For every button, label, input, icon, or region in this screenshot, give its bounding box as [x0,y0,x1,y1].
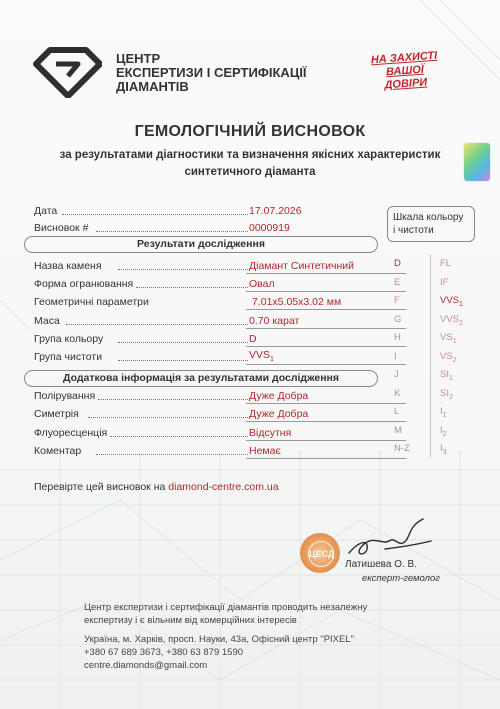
color-grade-value: D [249,333,257,345]
symmetry-value: Дуже Добра [249,408,309,420]
color-grade-row [34,331,384,347]
polish-row [34,388,384,404]
clarity-grade-value: $VVS_1$ [249,348,274,363]
value-underline [246,421,406,422]
footer-note: Центр експертизи і сертифікації діамантів проводить незалежну експертизу і є вільним від комерційних інтересів [84,602,368,626]
verification-text: Перевірте цей висновок на [34,481,166,493]
clarity-grade-row [34,349,384,365]
clarity-grade-cell: $SI_1$ [440,369,453,382]
dimensions-value: 7.01x5.05x3.02 мм [252,296,342,308]
clarity-grade-cell: $I_2$ [440,424,447,438]
conclusion-number-value: 0000919 [249,222,290,234]
dimensions-row [34,294,384,310]
value-underline [246,346,406,347]
polish-label: Полірування [34,390,96,402]
color-grade-cell: E [394,276,401,288]
leader-dots [62,214,248,215]
weight-value: 0.70 карат [249,315,300,327]
weight-row [34,313,384,329]
symmetry-label: Симетрія [34,408,79,420]
clarity-grade-cell: $VS_2$ [440,350,457,364]
polish-value: Дуже Добра [249,390,309,402]
clarity-grade-cell: $I_1$ [440,406,447,419]
scale-divider [430,254,431,458]
color-grade-cell: K [394,387,401,399]
cut-shape-value: Овал [249,278,275,290]
color-grade-cell: L [394,406,400,417]
signer-title: експерт-гемолог [362,573,440,584]
slogan: НА ЗАХИСТІ ВАШОЇ ДОВІРИ [370,49,438,92]
value-underline [246,291,406,292]
seal-stamp-text: ЦЕСД [308,541,334,567]
color-grade-cell: G [394,313,402,325]
hologram-sticker [464,143,490,181]
leader-dots [118,342,248,343]
seal-stamp [300,533,340,573]
document-title: ГЕМОЛОГІЧНИЙ ВИСНОВОК [134,123,366,140]
color-grade-cell: F [394,295,400,306]
weight-label: Маса [34,315,60,327]
color-grade-cell: N-Z [394,443,410,454]
leader-dots [96,231,248,232]
fluorescence-row [34,425,384,441]
verification-note [34,481,279,493]
fluorescence-label: Флуоресценція [34,427,108,439]
scale-header: Шкала кольору і чистоти [387,206,475,242]
section-additional-header: Додаткова інформація за результатами дослідження [24,370,378,387]
clarity-grade-cell: $I_3$ [440,443,447,456]
signer-name: Латишева О. В. [345,559,417,570]
stone-name-label: Назва каменя [34,260,102,272]
conclusion-number-row [34,220,384,236]
verification-url[interactable]: diamond-centre.com.ua [168,481,279,493]
symmetry-row [34,406,384,422]
clarity-grade-cell: FL [440,258,452,269]
value-underline [246,440,406,441]
leader-dots [118,269,248,270]
handwritten-signature [345,515,435,565]
section-results-header: Результати дослідження [24,236,378,253]
clarity-grade-cell: $SI_2$ [440,387,453,401]
color-grade-cell: M [394,424,402,436]
dimensions-label: Геометричні параметри [34,296,149,308]
color-grade-cell: D [394,258,401,269]
date-row [34,203,384,219]
footer-address: Україна, м. Харків, просп. Науки, 43а, Офісний центр "PIXEL" +380 67 689 3673, +380 63 879 1590 [84,634,355,658]
clarity-grade-cell: $VS_1$ [440,332,457,345]
color-grade-label: Група кольору [34,333,104,345]
fluorescence-value: Відсутня [249,427,292,439]
clarity-grade-label: Група чистоти [34,351,103,363]
clarity-grade-cell: $VVS_1$ [440,295,463,308]
value-underline [246,328,406,329]
clarity-grade-cell: IF [440,276,449,288]
comment-row [34,443,384,459]
comment-value: Немає [249,445,281,457]
cut-shape-label: Форма огранювання [34,278,134,290]
value-underline [246,458,406,459]
leader-dots [110,436,248,437]
color-grade-cell: J [394,369,399,380]
leader-dots [66,324,248,325]
leader-dots [98,399,248,400]
stone-name-value: Діамант Синтетичний [249,260,354,272]
stone-name-row [34,258,384,274]
organization-name: ЦЕНТР ЕКСПЕРТИЗИ І СЕРТИФІКАЦІЇ ДІАМАНТІВ [116,51,307,94]
leader-dots [118,360,248,361]
value-underline [246,403,406,404]
leader-dots [88,417,248,418]
comment-label: Коментар [34,445,82,457]
date-value: 17.07.2026 [249,205,302,217]
conclusion-number-label: Висновок # [34,222,89,234]
date-label: Дата [34,205,58,217]
cut-shape-row [34,276,384,292]
footer-email[interactable]: centre.diamonds@gmail.com [84,660,208,671]
document-subtitle: за результатами діагностики та визначення якісних характеристик синтетичного діаманта [59,149,441,178]
diamond-logo [30,46,102,98]
leader-dots [136,287,248,288]
leader-dots [96,454,248,455]
value-underline [246,309,406,310]
color-grade-cell: I [394,350,397,362]
color-grade-cell: H [394,332,401,343]
value-underline [246,273,406,274]
clarity-grade-cell: $VVS_2$ [440,313,463,327]
value-underline [246,364,406,365]
